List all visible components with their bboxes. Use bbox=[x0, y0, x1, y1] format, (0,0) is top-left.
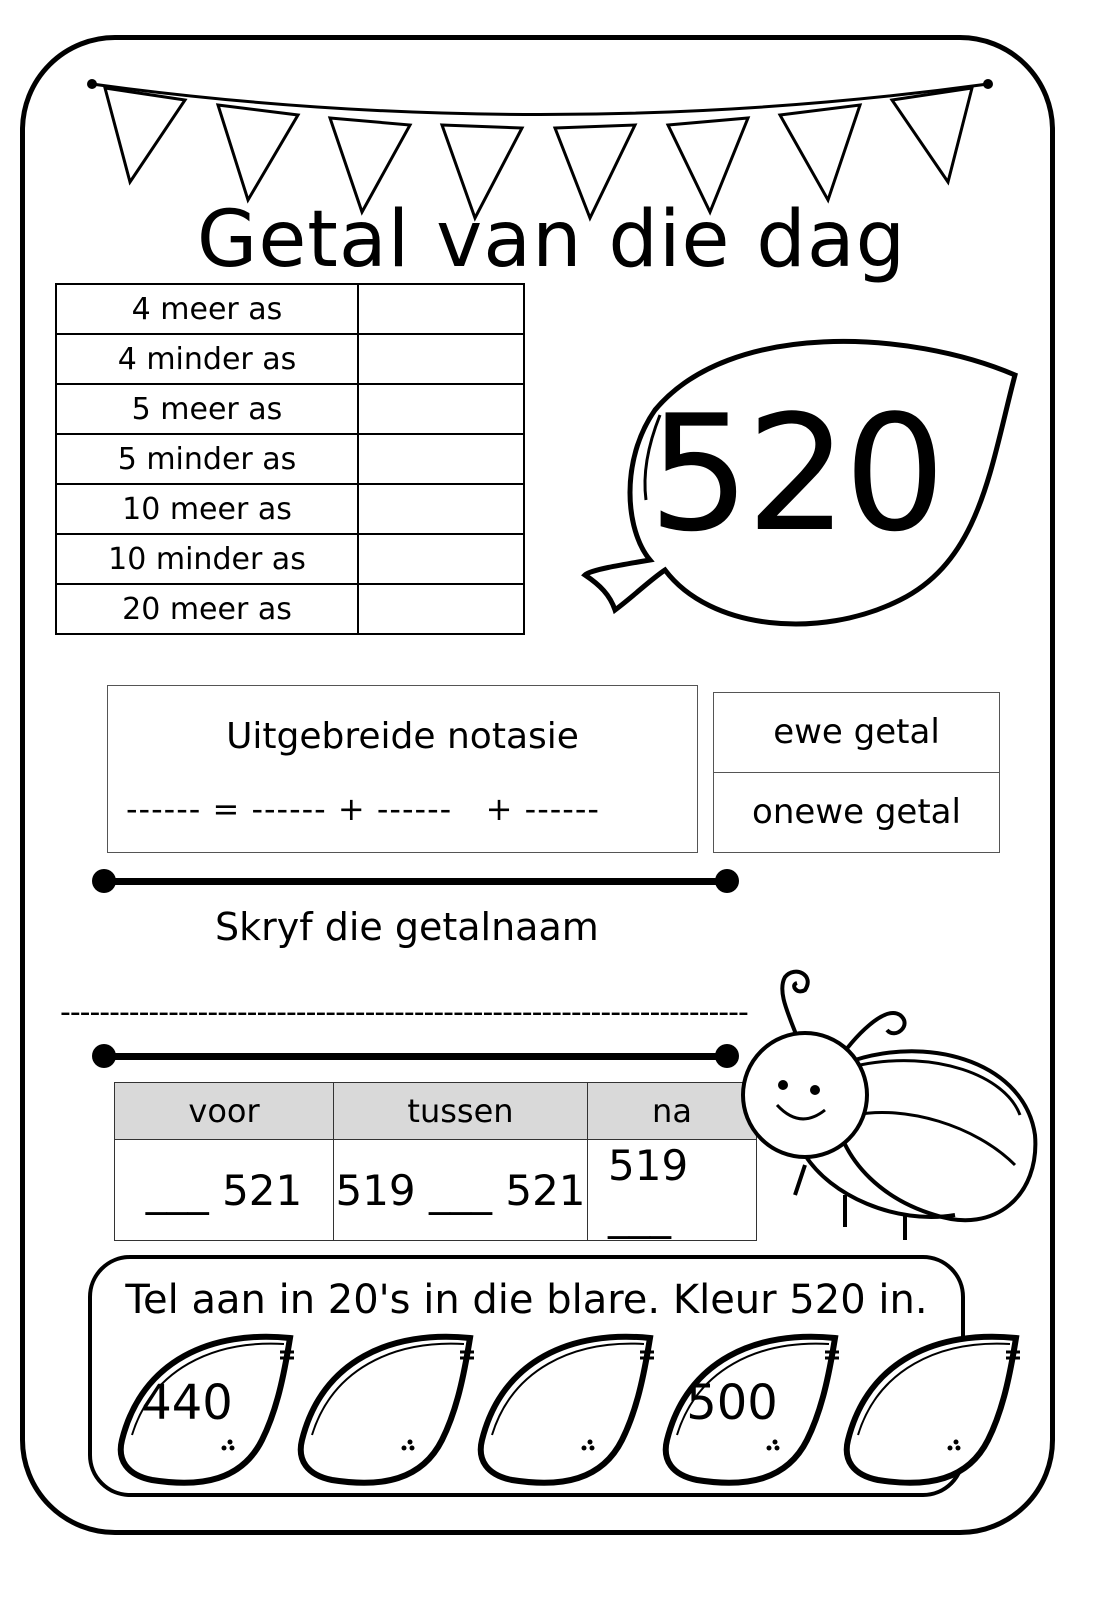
facts-row bbox=[56, 484, 524, 534]
fact-answer-cell[interactable] bbox=[358, 484, 524, 534]
fact-label: 10 meer as bbox=[56, 484, 358, 534]
number-name-answer-line[interactable]: ---------------------------------------------------------------------- bbox=[60, 995, 748, 1030]
fact-label: 5 minder as bbox=[56, 434, 358, 484]
fact-answer-cell[interactable] bbox=[358, 534, 524, 584]
cell-tussen[interactable]: 519 ___ 521 bbox=[334, 1140, 588, 1241]
cell-na[interactable]: 519 ___ bbox=[588, 1140, 757, 1241]
fact-label: 5 meer as bbox=[56, 384, 358, 434]
fact-label: 10 minder as bbox=[56, 534, 358, 584]
even-number-option[interactable]: ewe getal bbox=[714, 693, 999, 773]
odd-number-option[interactable]: onewe getal bbox=[752, 791, 961, 832]
header-voor: voor bbox=[115, 1083, 334, 1140]
parity-box bbox=[713, 692, 1000, 853]
count-instruction: Tel aan in 20's in die blare. Kleur 520 in. bbox=[125, 1277, 928, 1323]
facts-row bbox=[56, 534, 524, 584]
expanded-notation-box bbox=[107, 685, 698, 853]
divider-line bbox=[103, 878, 727, 885]
fact-label: 4 minder as bbox=[56, 334, 358, 384]
leaf-icon bbox=[838, 1330, 1023, 1490]
count-leaf[interactable] bbox=[838, 1330, 1023, 1490]
count-leaf[interactable] bbox=[292, 1330, 477, 1490]
facts-row bbox=[56, 584, 524, 634]
count-leaf[interactable] bbox=[657, 1330, 842, 1490]
expanded-notation-formula[interactable]: ------ = ------ + ------ + ------ bbox=[126, 790, 600, 828]
fact-label: 20 meer as bbox=[56, 584, 358, 634]
fact-answer-cell[interactable] bbox=[358, 334, 524, 384]
facts-row bbox=[56, 384, 524, 434]
leaf-number: 500 bbox=[686, 1375, 778, 1431]
facts-row bbox=[56, 434, 524, 484]
leaf-number: 440 bbox=[141, 1375, 233, 1431]
fact-label: 4 meer as bbox=[56, 284, 358, 334]
fact-answer-cell[interactable] bbox=[358, 434, 524, 484]
divider-dot bbox=[715, 869, 739, 893]
page-title: Getal van die dag bbox=[196, 195, 907, 285]
divider-line bbox=[103, 1053, 727, 1060]
number-name-heading: Skryf die getalnaam bbox=[215, 905, 599, 949]
header-tussen: tussen bbox=[334, 1083, 588, 1140]
number-of-the-day: 520 bbox=[648, 380, 942, 567]
divider-dot bbox=[92, 869, 116, 893]
leaf-icon bbox=[472, 1330, 657, 1490]
beetle-icon bbox=[735, 965, 1055, 1250]
number-facts-table bbox=[55, 283, 525, 635]
count-leaf[interactable] bbox=[112, 1330, 297, 1490]
leaf-icon bbox=[292, 1330, 477, 1490]
header-na: na bbox=[588, 1083, 757, 1140]
fact-answer-cell[interactable] bbox=[358, 384, 524, 434]
divider-dot bbox=[92, 1044, 116, 1068]
count-leaf[interactable] bbox=[472, 1330, 657, 1490]
fact-answer-cell[interactable] bbox=[358, 284, 524, 334]
cell-voor[interactable]: ___ 521 bbox=[115, 1140, 334, 1241]
fact-answer-cell[interactable] bbox=[358, 584, 524, 634]
expanded-notation-heading: Uitgebreide notasie bbox=[226, 716, 579, 757]
before-between-after-table bbox=[114, 1082, 757, 1241]
facts-row bbox=[56, 284, 524, 334]
facts-row bbox=[56, 334, 524, 384]
